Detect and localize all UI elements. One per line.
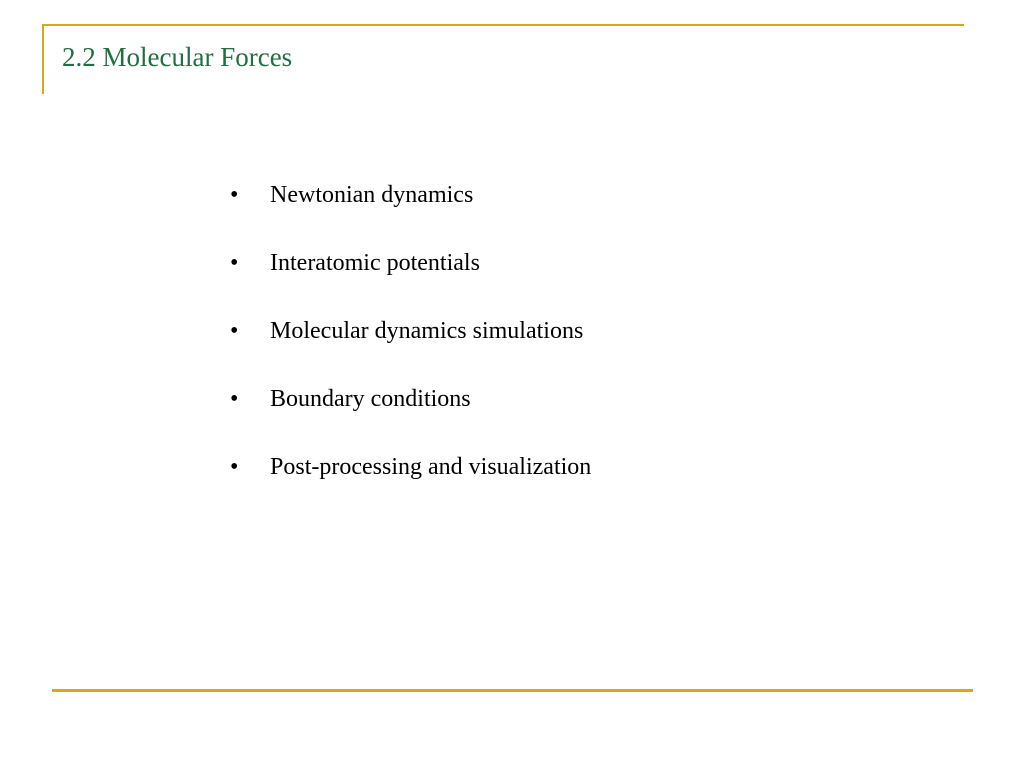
list-item-text: Molecular dynamics simulations [270, 318, 584, 344]
bullet-icon: • [230, 318, 239, 344]
list-item-text: Boundary conditions [270, 386, 471, 412]
bullet-icon: • [230, 250, 239, 276]
slide-title: 2.2 Molecular Forces [62, 42, 293, 72]
bullet-icon: • [230, 386, 239, 412]
bottom-divider-line [52, 689, 973, 692]
bullet-icon: • [230, 182, 239, 208]
top-divider-line [42, 24, 964, 26]
bullet-icon: • [230, 454, 239, 480]
list-item-text: Interatomic potentials [270, 250, 480, 276]
list-item-text: Newtonian dynamics [270, 182, 474, 208]
list-item-text: Post-processing and visualization [270, 454, 592, 480]
left-accent-line [42, 24, 44, 94]
